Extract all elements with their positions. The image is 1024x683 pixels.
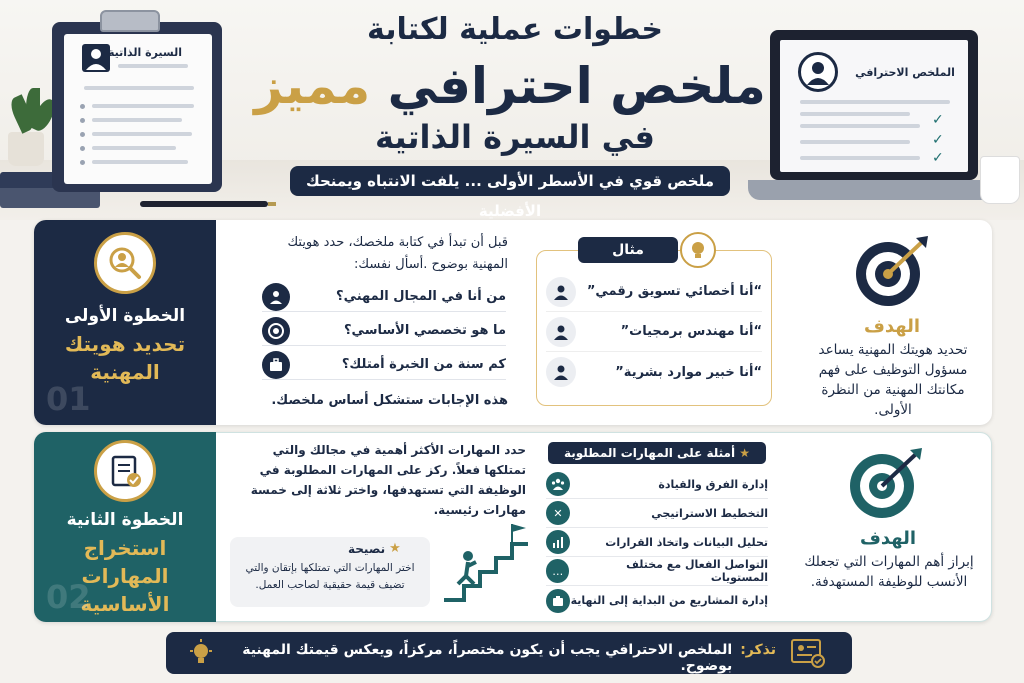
resume-bullet: [80, 104, 85, 109]
team-icon: [546, 472, 570, 496]
person-icon: [546, 277, 576, 307]
goal2-text: إبراز أهم المهارات التي تجعلك الأنسب للوظيفة المستهدفة.: [804, 554, 974, 590]
resume-bullet: [80, 146, 85, 151]
question-row: [262, 316, 506, 346]
goal1-title: الهدف: [863, 316, 921, 337]
skill-item: [546, 499, 768, 528]
lightbulb-icon: [680, 232, 716, 268]
goal1-text: تحديد هويتك المهنية يساعد مسؤول التوظيف على فهم مكانتك المهنية من النظرة الأولى.: [818, 342, 968, 418]
skill-item: [546, 528, 768, 557]
skill-text: إدارة الفرق والقيادة: [658, 477, 768, 491]
skill-text: التخطيط الاستراتيجي: [651, 506, 768, 520]
resume-line: [92, 118, 182, 122]
title-line-2: [230, 56, 790, 116]
example-text: “أنا خبير موارد بشرية”: [615, 364, 762, 380]
briefcase-icon: [262, 351, 290, 379]
skills-list: [546, 470, 768, 615]
project-icon: [546, 589, 570, 613]
person-icon: [546, 317, 576, 347]
title-accent: مميز: [254, 57, 371, 115]
coffee-mug: [980, 156, 1020, 204]
goal2-title: الهدف: [859, 528, 917, 549]
star-icon: ★: [389, 541, 401, 556]
question-row: [262, 350, 506, 380]
laptop-line: [800, 124, 920, 128]
pen: [140, 201, 268, 207]
skill-item: [546, 557, 768, 586]
example-item: [546, 272, 762, 312]
magnifier-user-icon: [94, 232, 156, 294]
skill-item: [546, 586, 768, 615]
checklist-icon: [94, 440, 156, 502]
example-text: “أنا أخصائي تسويق رقمي”: [586, 284, 762, 299]
resume-line: [118, 64, 188, 68]
step2-number: 02: [46, 578, 91, 616]
step1-questions: [262, 282, 506, 380]
example-item: [546, 352, 762, 392]
user-icon: [262, 283, 290, 311]
tagline: ملخص قوي في الأسطر الأولى ... يلفت الانتباه ويمنحك الأفضلية: [290, 166, 730, 196]
laptop-base: [748, 180, 998, 200]
tip-header: [348, 541, 401, 556]
stairs-climber-icon: [444, 522, 534, 600]
resume-bullet: [80, 118, 85, 123]
star-icon: ★: [739, 446, 751, 460]
pen-tip: [268, 202, 276, 206]
skill-text: إدارة المشاريع من البداية إلى النهاية: [570, 594, 768, 607]
strategy-icon: ✕: [546, 501, 570, 525]
step1-number: 01: [46, 380, 91, 418]
target-arrow-icon: [846, 446, 926, 524]
reminder-content: [226, 642, 776, 674]
title-main: ملخص احترافي: [387, 57, 766, 115]
skills-header: [548, 442, 766, 464]
resume-line: [84, 86, 194, 90]
resume-line: [92, 104, 194, 108]
reminder-label: تذكر:: [740, 642, 776, 658]
laptop-line: [800, 112, 910, 116]
step1-name: تحديد هويتك المهنية: [64, 332, 186, 384]
example-text: “أنا مهندس برمجيات”: [620, 324, 762, 339]
example-list: [546, 272, 762, 392]
question-row: [262, 282, 506, 312]
title-line-1: خطوات عملية لكتابة: [367, 12, 663, 47]
check-icon: ✓: [932, 112, 944, 128]
laptop-title: الملخص الاحترافي: [855, 66, 955, 79]
reminder-text: الملخص الاحترافي يجب أن يكون مختصراً، مركزاً، ويعكس قيمتك المهنية بوضوح.: [242, 642, 733, 674]
step2-name: استخراج المهارات الأساسية: [80, 536, 170, 616]
example-label: مثال: [578, 237, 678, 263]
tip-text: اختر المهارات التي تمتلكها بإتقان والتي تضيف قيمة حقيقية لصاحب العمل.: [245, 562, 415, 591]
step1-label: الخطوة الأولى: [64, 306, 186, 326]
skill-text: التواصل الفعال مع مختلف المستويات: [626, 558, 768, 584]
target-icon: [262, 317, 290, 345]
plant-pot: [8, 132, 44, 166]
laptop-line: [800, 156, 920, 160]
skills-label: أمثلة على المهارات المطلوبة: [563, 446, 736, 460]
question-text: كم سنة من الخبرة أمتلك؟: [341, 357, 506, 372]
resume-bullet: [80, 132, 85, 137]
laptop-avatar-icon: [798, 52, 838, 92]
reminder-lightbulb-icon: [186, 638, 216, 672]
resume-bullet: [80, 160, 85, 165]
skill-item: [546, 470, 768, 499]
laptop-line: [800, 140, 910, 144]
step1-intro: قبل أن تبدأ في كتابة ملخصك، حدد هويتك المهنية بوضوح .أسأل نفسك:: [287, 235, 508, 272]
question-text: من أنا في المجال المهني؟: [336, 289, 506, 304]
check-icon: ✓: [932, 150, 944, 166]
laptop-line: [800, 100, 950, 104]
resume-line: [92, 146, 176, 150]
resume-line: [92, 160, 188, 164]
person-icon: [546, 357, 576, 387]
step1-outro: هذه الإجابات ستشكل أساس ملخصك.: [271, 393, 508, 408]
chat-icon: …: [546, 559, 569, 583]
question-text: ما هو تخصصي الأساسي؟: [344, 323, 506, 338]
chart-icon: [546, 530, 570, 554]
resume-line: [92, 132, 192, 136]
clipboard-title: السيرة الذاتية: [107, 46, 183, 59]
step2-label: الخطوة الثانية: [66, 510, 184, 530]
tip-title: نصيحة: [348, 541, 386, 556]
target-arrow-icon: [852, 234, 932, 312]
id-card-icon: [790, 637, 826, 673]
skill-text: تحليل البيانات واتخاذ القرارات: [605, 535, 768, 549]
title-line-3: في السيرة الذاتية: [375, 118, 655, 156]
clipboard-clip: [100, 10, 160, 32]
step2-intro: حدد المهارات الأكثر أهمية في مجالك والتي تمتلكها فعلاً. ركز على المهارات المطلوبة في الوظيفة التي تستهدفها، واختر ثلاثة إلى خمسة مهارات رئيسية.: [250, 443, 526, 517]
example-item: [546, 312, 762, 352]
check-icon: ✓: [932, 132, 944, 148]
